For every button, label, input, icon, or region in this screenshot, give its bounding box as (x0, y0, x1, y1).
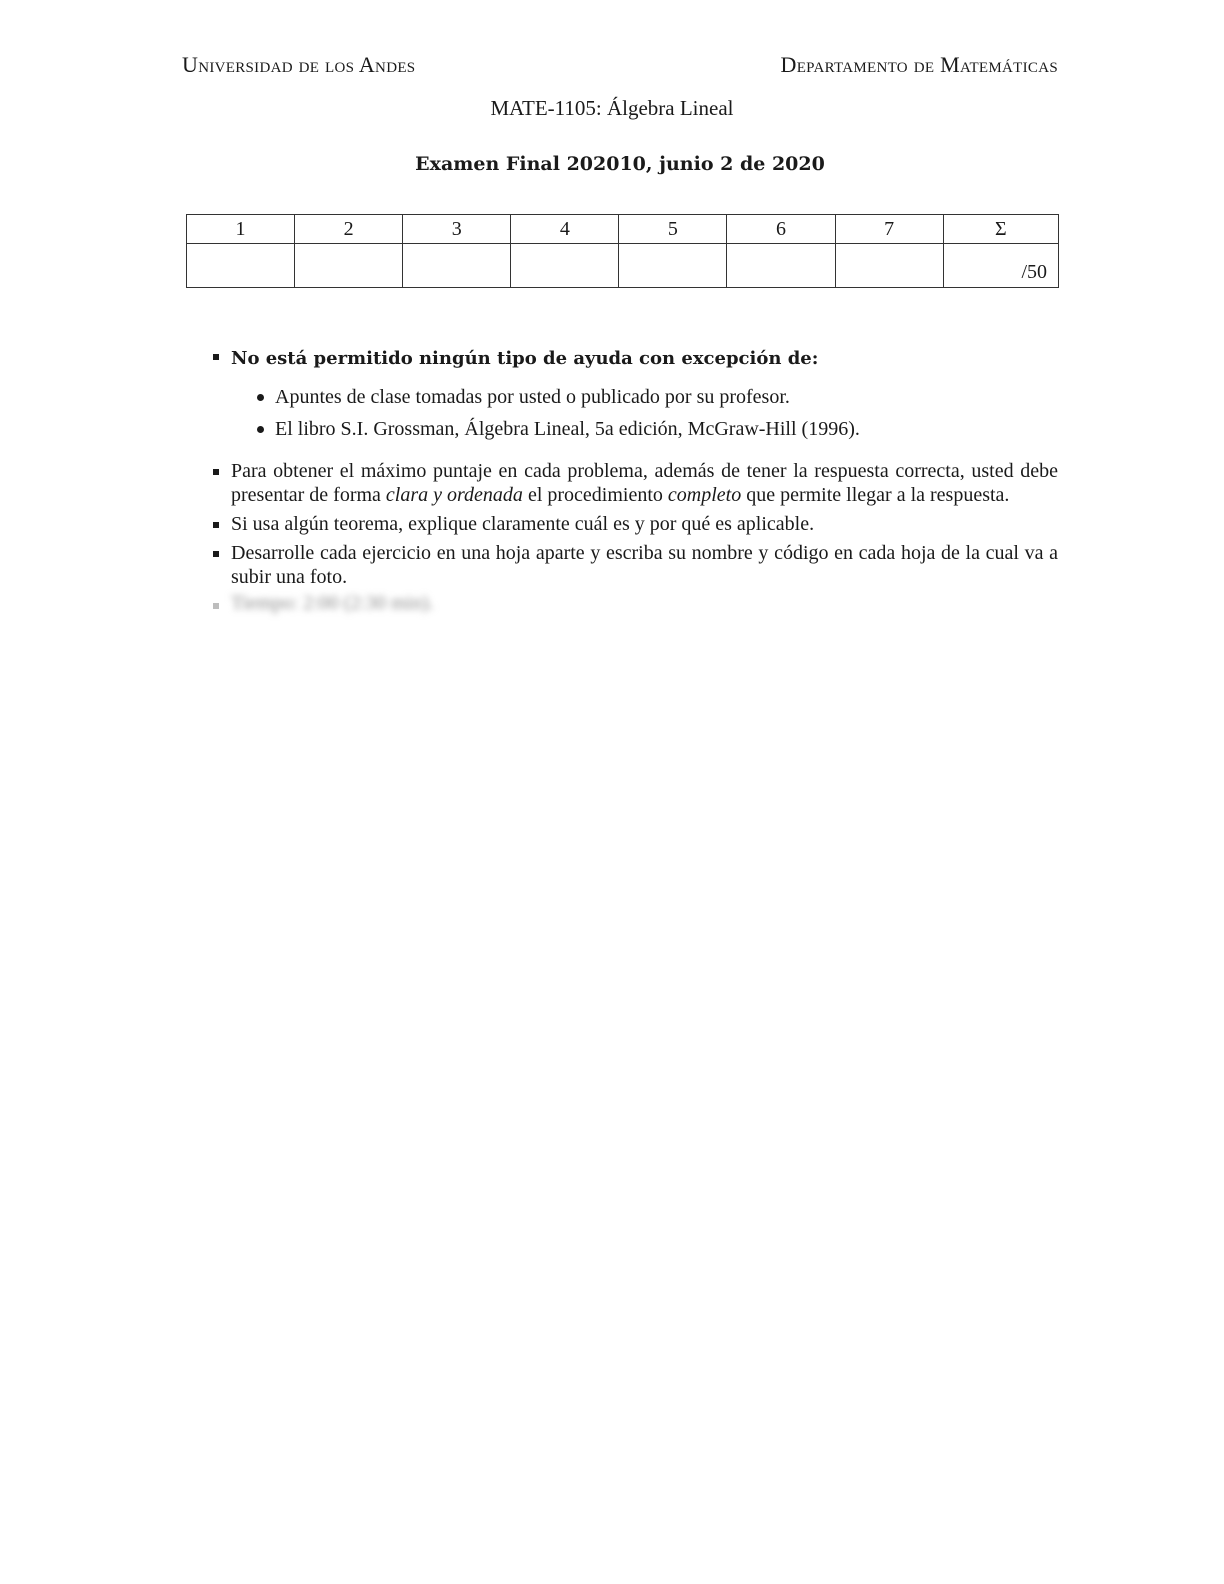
list-item (211, 417, 1058, 449)
list-item (211, 512, 1058, 536)
dot-bullet-icon (257, 394, 264, 401)
grade-column-header: 1 (187, 215, 295, 244)
grade-score-cell (295, 244, 403, 288)
department-name: Departamento de Matemáticas (780, 52, 1058, 77)
list-item (211, 591, 1058, 621)
grade-score-cell (727, 244, 835, 288)
grade-column-header: 3 (403, 215, 511, 244)
instructions-list (211, 344, 1058, 621)
rule-procedure: Para obtener el máximo puntaje en cada problema, además de tener la respuesta correcta, usted debe presentar de forma clara y ordenada el procedimiento completo que permite llegar a la respuesta. (231, 460, 1058, 506)
list-item (211, 344, 1058, 371)
grade-total-cell: /50 (943, 244, 1058, 288)
square-bullet-icon (213, 469, 219, 475)
grade-table (186, 214, 1059, 288)
grade-column-header: 5 (619, 215, 727, 244)
grade-table-header-row (187, 215, 1059, 244)
course-title: MATE-1105: Álgebra Lineal (490, 96, 734, 120)
grade-table-score-row (187, 244, 1059, 288)
rule-allowed-aids: No está permitido ningún tipo de ayuda con excepción de: (231, 348, 819, 369)
grade-column-header: 2 (295, 215, 403, 244)
grade-column-header: 6 (727, 215, 835, 244)
grade-score-cell (835, 244, 943, 288)
list-item (211, 385, 1058, 417)
university-name: Universidad de los Andes (182, 52, 416, 77)
rule-separate-sheets: Desarrolle cada ejercicio en una hoja aparte y escriba su nombre y código en cada hoja de la cual va a subir una foto. (231, 542, 1058, 588)
square-bullet-icon (213, 354, 219, 360)
exam-title: Examen Final 202010, junio 2 de 2020 (415, 153, 825, 175)
square-bullet-icon (213, 551, 219, 557)
exceptions-list (211, 385, 1058, 449)
square-bullet-icon (213, 603, 219, 609)
grade-score-cell (403, 244, 511, 288)
square-bullet-icon (213, 522, 219, 528)
grade-score-cell (511, 244, 619, 288)
list-item (211, 541, 1058, 589)
rule-time-blurred: Tiempo: 2:00 (2:30 min). (231, 592, 434, 614)
page-header (182, 52, 1058, 80)
exception-text: El libro S.I. Grossman, Álgebra Lineal, 5a edición, McGraw-Hill (1996). (275, 418, 860, 440)
rule-theorems: Si usa algún teorema, explique claramente cuál es y por qué es aplicable. (231, 513, 815, 535)
grade-score-cell (619, 244, 727, 288)
grade-score-cell (187, 244, 295, 288)
grade-sum-header: Σ (943, 215, 1058, 244)
dot-bullet-icon (257, 426, 264, 433)
grade-column-header: 7 (835, 215, 943, 244)
grade-column-header: 4 (511, 215, 619, 244)
list-item (211, 459, 1058, 507)
exception-text: Apuntes de clase tomadas por usted o publicado por su profesor. (275, 386, 790, 408)
